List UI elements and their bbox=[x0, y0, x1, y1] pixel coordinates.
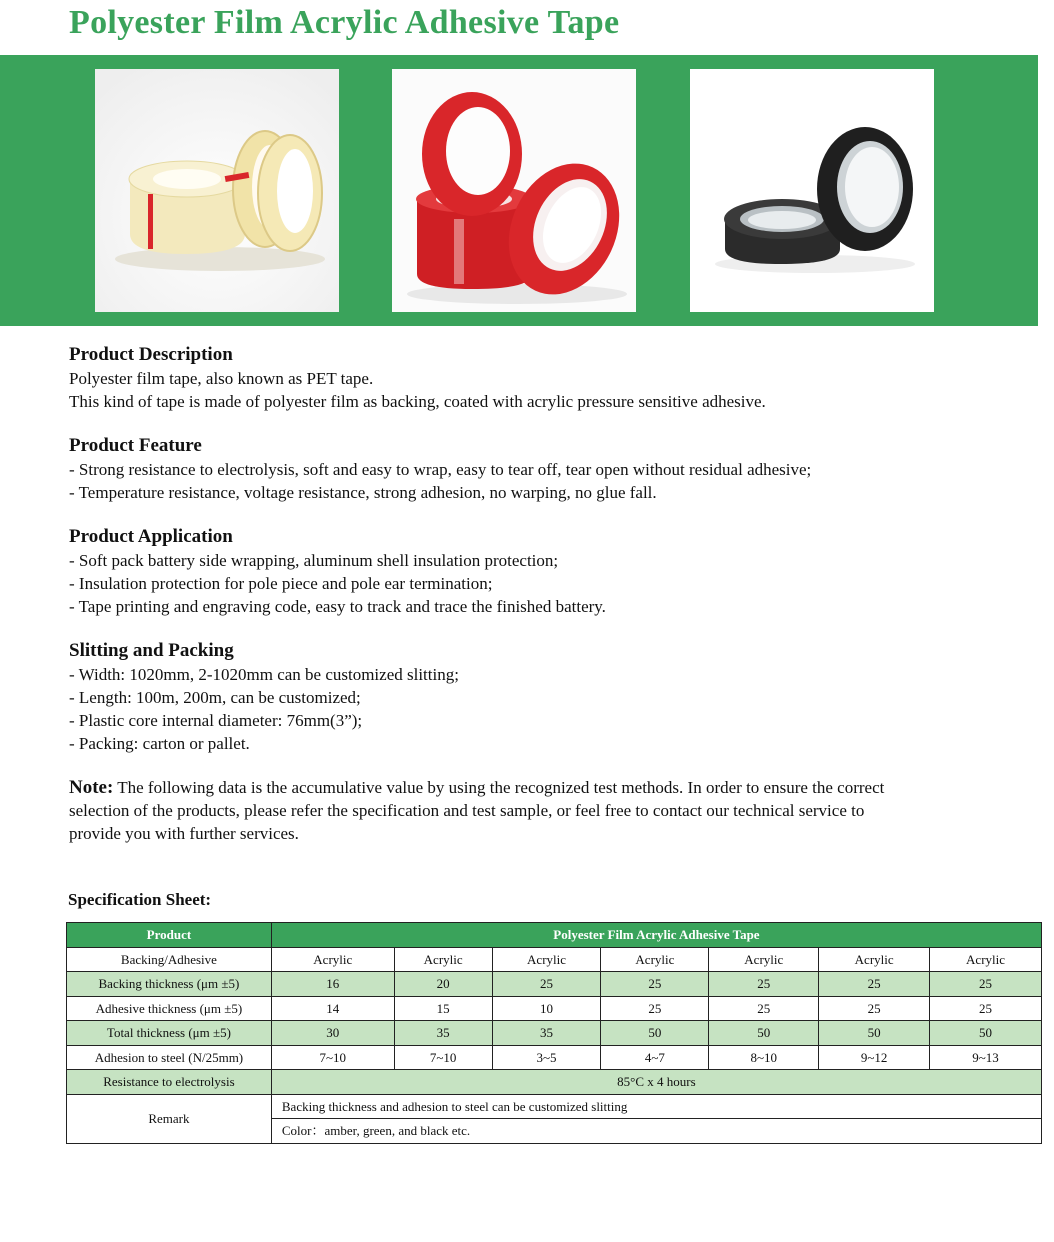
table-cell: 15 bbox=[394, 996, 492, 1021]
red-tape-rolls-photo bbox=[392, 69, 636, 312]
table-cell: 50 bbox=[819, 1021, 930, 1046]
spec-sheet-title: Specification Sheet: bbox=[68, 890, 212, 909]
table-cell: 25 bbox=[819, 996, 930, 1021]
product-feature-section bbox=[69, 434, 1029, 504]
table-cell: 25 bbox=[819, 972, 930, 997]
table-cell: Acrylic bbox=[819, 947, 930, 972]
row-label: Adhesive thickness (μm ±5) bbox=[67, 996, 272, 1021]
slitting-packing-section bbox=[69, 639, 1029, 755]
red-tape-rolls-icon bbox=[392, 69, 636, 312]
paragraph-line: This kind of tape is made of polyester film as backing, coated with acrylic pressure sensitive adhesive. bbox=[69, 392, 766, 411]
note-label: Note: bbox=[69, 777, 114, 798]
row-label: Backing thickness (μm ±5) bbox=[67, 972, 272, 997]
table-cell: 16 bbox=[271, 972, 394, 997]
list-item: - Tape printing and engraving code, easy to track and trace the finished battery. bbox=[69, 597, 606, 616]
section-heading: Product Description bbox=[69, 344, 233, 365]
table-cell: 9~12 bbox=[819, 1045, 930, 1070]
table-cell: 7~10 bbox=[394, 1045, 492, 1070]
table-cell: 30 bbox=[271, 1021, 394, 1046]
table-cell: 25 bbox=[930, 996, 1042, 1021]
table-header-row bbox=[67, 923, 1042, 948]
table-cell: 9~13 bbox=[930, 1045, 1042, 1070]
table-cell: Acrylic bbox=[601, 947, 709, 972]
specification-table bbox=[66, 922, 1042, 1144]
product-details bbox=[69, 343, 1029, 845]
row-label: Backing/Adhesive bbox=[67, 947, 272, 972]
note-paragraph bbox=[69, 776, 909, 845]
table-cell: 25 bbox=[709, 996, 819, 1021]
table-cell: 14 bbox=[271, 996, 394, 1021]
table-cell: 8~10 bbox=[709, 1045, 819, 1070]
row-label: Adhesion to steel (N/25mm) bbox=[67, 1045, 272, 1070]
slitting-list bbox=[69, 663, 1029, 755]
table-cell: Acrylic bbox=[930, 947, 1042, 972]
table-row bbox=[67, 1045, 1042, 1070]
table-row bbox=[67, 972, 1042, 997]
table-cell: 50 bbox=[709, 1021, 819, 1046]
table-cell: 85°C x 4 hours bbox=[271, 1070, 1041, 1095]
list-item: - Width: 1020mm, 2-1020mm can be customized slitting; bbox=[69, 665, 459, 684]
black-tape-rolls-icon bbox=[690, 69, 934, 312]
table-cell: Acrylic bbox=[394, 947, 492, 972]
table-row bbox=[67, 947, 1042, 972]
remark-cell: Color：amber, green, and black etc. bbox=[271, 1119, 1041, 1144]
list-item: - Soft pack battery side wrapping, aluminum shell insulation protection; bbox=[69, 551, 559, 570]
table-cell: 4~7 bbox=[601, 1045, 709, 1070]
product-photo-banner bbox=[0, 55, 1038, 326]
list-item: - Packing: carton or pallet. bbox=[69, 734, 250, 753]
table-cell: Acrylic bbox=[492, 947, 601, 972]
table-cell: Acrylic bbox=[271, 947, 394, 972]
list-item: - Plastic core internal diameter: 76mm(3”); bbox=[69, 711, 363, 730]
black-tape-rolls-photo bbox=[690, 69, 934, 312]
application-list bbox=[69, 549, 1029, 618]
row-label: Resistance to electrolysis bbox=[67, 1070, 272, 1095]
paragraph-line: Polyester film tape, also known as PET tape. bbox=[69, 369, 374, 388]
product-application-section bbox=[69, 525, 1029, 618]
table-cell: 50 bbox=[601, 1021, 709, 1046]
table-cell: 10 bbox=[492, 996, 601, 1021]
row-label: Total thickness (μm ±5) bbox=[67, 1021, 272, 1046]
section-heading: Product Feature bbox=[69, 435, 202, 456]
list-item: - Temperature resistance, voltage resistance, strong adhesion, no warping, no glue fall. bbox=[69, 483, 657, 502]
table-row bbox=[67, 996, 1042, 1021]
amber-tape-rolls-photo bbox=[95, 69, 339, 312]
list-item: - Length: 100m, 200m, can be customized; bbox=[69, 688, 361, 707]
list-item: - Strong resistance to electrolysis, soft and easy to wrap, easy to tear off, tear open without residual adhesive; bbox=[69, 460, 812, 479]
list-item: - Insulation protection for pole piece and pole ear termination; bbox=[69, 574, 493, 593]
table-cell: 25 bbox=[492, 972, 601, 997]
table-cell: 25 bbox=[601, 996, 709, 1021]
table-row-electrolysis bbox=[67, 1070, 1042, 1095]
section-heading: Product Application bbox=[69, 526, 233, 547]
feature-list bbox=[69, 458, 1029, 504]
product-description-section bbox=[69, 343, 1029, 413]
table-cell: 20 bbox=[394, 972, 492, 997]
amber-tape-rolls-icon bbox=[95, 69, 339, 312]
table-cell: 7~10 bbox=[271, 1045, 394, 1070]
remark-cell: Backing thickness and adhesion to steel can be customized slitting bbox=[271, 1094, 1041, 1119]
table-cell: 50 bbox=[930, 1021, 1042, 1046]
table-header-cell: Product bbox=[67, 923, 272, 948]
table-cell: 35 bbox=[394, 1021, 492, 1046]
table-cell: 25 bbox=[930, 972, 1042, 997]
table-cell: 25 bbox=[709, 972, 819, 997]
table-header-cell: Polyester Film Acrylic Adhesive Tape bbox=[271, 923, 1041, 948]
table-row bbox=[67, 1021, 1042, 1046]
page-title: Polyester Film Acrylic Adhesive Tape bbox=[69, 4, 620, 41]
note-text: The following data is the accumulative value by using the recognized test methods. In order to ensure the correct selection of the products, please refer the specification and test sample, or feel free to contact our technical service to provide you with further services. bbox=[69, 778, 885, 843]
table-cell: Acrylic bbox=[709, 947, 819, 972]
row-label: Remark bbox=[67, 1094, 272, 1143]
table-cell: 3~5 bbox=[492, 1045, 601, 1070]
table-cell: 25 bbox=[601, 972, 709, 997]
table-row-remark bbox=[67, 1094, 1042, 1119]
table-cell: 35 bbox=[492, 1021, 601, 1046]
section-heading: Slitting and Packing bbox=[69, 640, 234, 661]
